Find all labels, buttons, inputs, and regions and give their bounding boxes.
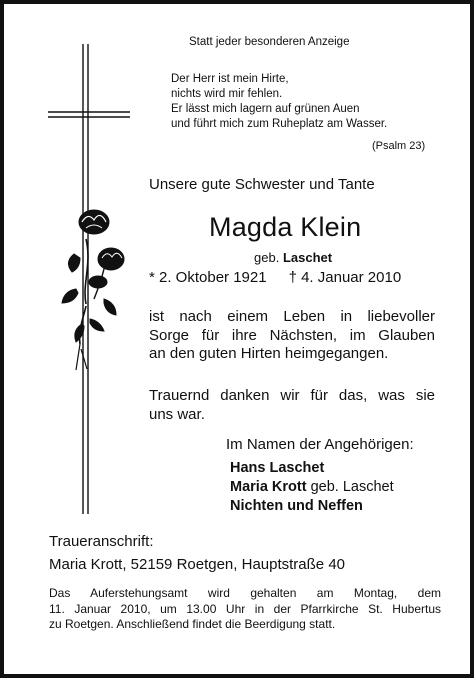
- notice-line: zu Roetgen. Anschließend findet die Beerdigung statt.: [49, 617, 336, 631]
- paragraph-life: [149, 308, 435, 364]
- signer-name: Hans Laschet: [230, 460, 325, 476]
- cross-icon: [48, 44, 130, 514]
- signer-name: Maria Krott: [230, 479, 307, 495]
- signers-list: [230, 459, 394, 516]
- signer-group: Nichten und Neffen: [230, 498, 363, 514]
- paragraph-line: Sorge für ihre Nächsten, im Glauben: [149, 326, 435, 344]
- birth-name: [254, 250, 332, 265]
- paragraph-line: Trauernd danken wir für das, was sie: [149, 387, 435, 404]
- birth-prefix: geb.: [254, 250, 280, 265]
- notice-line: 11. Januar 2010, um 13.00 Uhr in der Pfarrkirche St. Hubertus: [49, 601, 441, 616]
- psalm-quote: [171, 72, 387, 132]
- service-notice: [49, 586, 441, 633]
- signer-suffix: geb. Laschet: [306, 479, 394, 495]
- psalm-line: Der Herr ist mein Hirte,: [171, 73, 289, 85]
- paragraph-line: uns war.: [149, 405, 205, 423]
- signature-intro: Im Namen der Angehörigen:: [226, 436, 414, 453]
- psalm-line: Er lässt mich lagern auf grünen Auen: [171, 103, 360, 115]
- address-value: Maria Krott, 52159 Roetgen, Hauptstraße 40: [49, 556, 346, 573]
- header-text: Statt jeder besonderen Anzeige: [189, 36, 350, 48]
- intro-text: Unsere gute Schwester und Tante: [149, 176, 375, 193]
- life-dates: [149, 269, 401, 286]
- paragraph-line: ist nach einem Leben in liebevoller: [149, 308, 435, 325]
- cross-with-roses-icon: [34, 44, 144, 514]
- birth-surname: Laschet: [282, 250, 333, 265]
- address-label: Traueranschrift:: [49, 533, 154, 550]
- psalm-line: nichts wird mir fehlen.: [171, 88, 283, 100]
- paragraph-line: an den guten Hirten heimgegangen.: [149, 345, 389, 362]
- death-date: † 4. Januar 2010: [288, 269, 402, 286]
- psalm-line: und führt mich zum Ruheplatz am Wasser.: [171, 118, 388, 130]
- rose-icon: [62, 210, 124, 370]
- birth-date: * 2. Oktober 1921: [149, 269, 267, 286]
- notice-line: Das Auferstehungsamt wird gehalten am Montag, dem: [49, 586, 441, 600]
- deceased-name: Magda Klein: [209, 212, 362, 242]
- psalm-reference: (Psalm 23): [372, 140, 426, 152]
- paragraph-thanks: [149, 387, 435, 424]
